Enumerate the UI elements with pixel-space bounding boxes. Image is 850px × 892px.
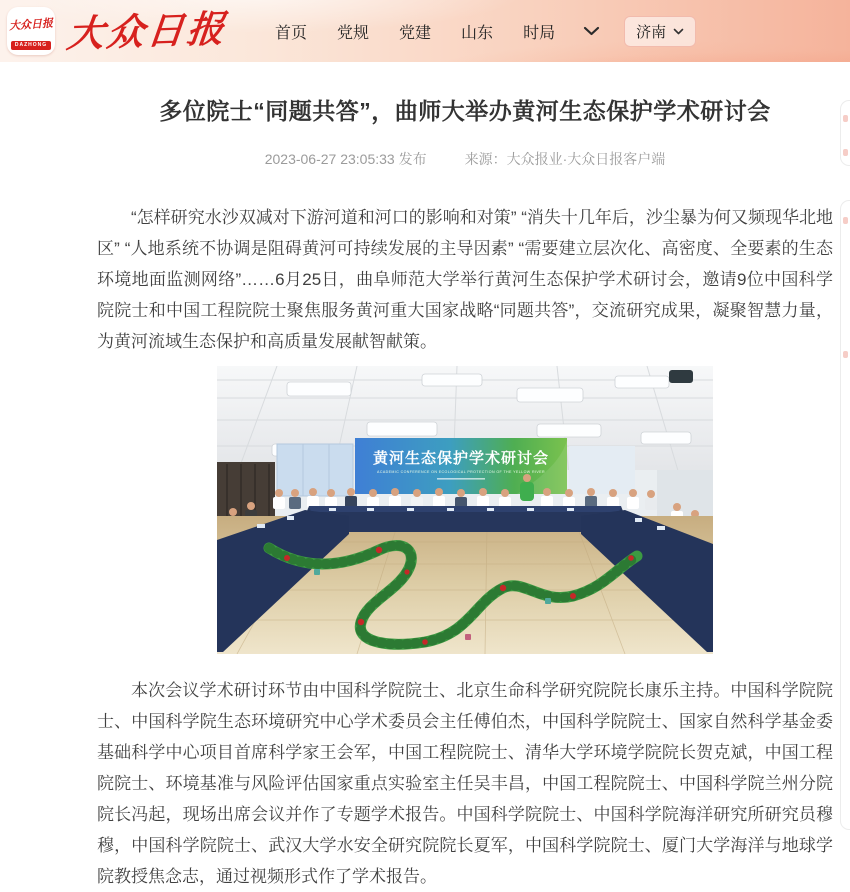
banner-subtitle: ACADEMIC CONFERENCE ON ECOLOGICAL PROTECTION OF THE YELLOW RIVER — [377, 470, 545, 474]
publish-time: 2023-06-27 23:05:33 发布 — [264, 151, 427, 167]
article-title: 多位院士“同题共答”，曲师大举办黄河生态保护学术研讨会 — [159, 98, 771, 124]
article-paragraph: “怎样研究水沙双减对下游河道和河口的影响和对策” “消失十几年后，沙尘暴为何又频现华北地区” “人地系统不协调是阻碍黄河可持续发展的主导因素” “需要建立层次化、高密度、全要素的生态环境地面监测网络”……6月25日，曲阜师范大学举行黄河生态保护学术研讨会，邀请9位中国科学院院士和中国工程院院士聚焦服务黄河重大国家战略“同题共答”，交流研究成果，凝聚智慧力量，为黄河流域生态保护和高质量发展献智献策。 — [97, 208, 833, 351]
chevron-down-icon — [673, 28, 684, 35]
article-content — [0, 93, 850, 892]
floating-share-widget[interactable] — [840, 100, 850, 166]
nav-item-party-building[interactable]: 党建 — [399, 24, 432, 42]
nav-item-shandong[interactable]: 山东 — [461, 24, 494, 42]
nav-item-home[interactable]: 首页 — [275, 24, 308, 42]
region-selector-label: 济南 — [636, 23, 667, 41]
share-icon — [843, 149, 848, 156]
region-selector-button[interactable] — [624, 16, 696, 47]
main-nav — [245, 16, 696, 47]
site-header — [0, 0, 850, 62]
panel-icon — [843, 217, 848, 224]
conference-photo — [217, 366, 713, 654]
article-source: 来源：大众报业·大众日报客户端 — [464, 151, 666, 167]
app-logo-title: 大众日报 — [8, 16, 54, 33]
nav-item-current-affairs[interactable]: 时局 — [523, 24, 556, 42]
newspaper-app-logo[interactable] — [7, 7, 55, 55]
banner-title: 黄河生态保护学术研讨会 — [372, 450, 550, 467]
app-logo-ribbon: DAZHONG — [11, 41, 51, 50]
nav-item-party-rules[interactable]: 党规 — [337, 24, 370, 42]
masthead-wordmark[interactable]: 大众日报 — [64, 5, 230, 56]
conference-photo-illustration — [217, 366, 713, 654]
article-meta — [97, 149, 833, 169]
chevron-down-icon — [583, 26, 600, 36]
share-icon — [843, 115, 848, 122]
article-paragraph: 本次会议学术研讨环节由中国科学院院士、北京生命科学研究院院长康乐主持。中国科学院院士、中国科学院生态环境研究中心学术委员会主任傅伯杰，中国科学院院士、国家自然科学基金委基础科学中心项目首席科学家王会军，中国工程院院士、清华大学环境学院院长贺克斌，中国工程院院士、环境基准与风险评估国家重点实验室主任吴丰昌，中国工程院院士、中国科学院兰州分院院长冯起，现场出席会议并作了专题学术报告。中国科学院院士、中国科学院海洋研究所研究员穆穆，中国科学院院士、武汉大学水安全研究院院长夏军，中国科学院院士、厦门大学海洋与地球学院教授焦念志，通过视频形式作了学术报告。 — [97, 681, 833, 886]
nav-more-button[interactable] — [583, 26, 600, 36]
floating-panel-widget[interactable] — [840, 200, 850, 830]
panel-icon — [843, 351, 848, 358]
